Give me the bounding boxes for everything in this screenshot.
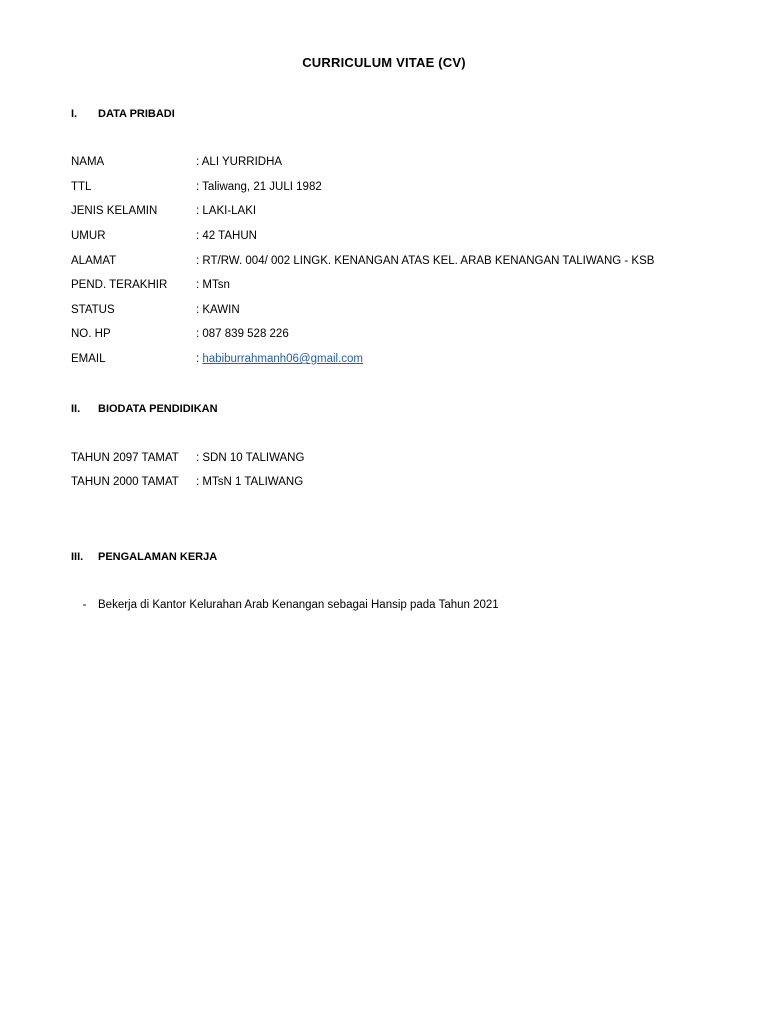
- section-title: PENGALAMAN KERJA: [98, 551, 218, 563]
- education-entry: [71, 476, 303, 488]
- section-education-heading: [71, 403, 218, 415]
- field-jenis-kelamin: [71, 205, 256, 217]
- section-experience-heading: [71, 551, 217, 563]
- bullet-dash: -: [82, 599, 87, 611]
- education-year: TAHUN 2000 TAMAT: [71, 476, 179, 488]
- field-umur: [71, 230, 257, 242]
- field-pendidikan-terakhir: [71, 279, 230, 291]
- field-label: PEND. TERAKHIR: [71, 279, 168, 291]
- field-alamat: [71, 255, 654, 267]
- field-label: TTL: [71, 181, 92, 193]
- field-label: NO. HP: [71, 328, 111, 340]
- field-value: : 087 839 528 226: [196, 328, 289, 340]
- field-value: : RT/RW. 004/ 002 LINGK. KENANGAN ATAS KEL. ARAB KENANGAN TALIWANG - KSB: [196, 255, 655, 267]
- field-value: : KAWIN: [196, 304, 240, 316]
- field-label: NAMA: [71, 156, 105, 168]
- field-value: [196, 353, 363, 365]
- email-link[interactable]: habiburrahmanh06@gmail.com: [202, 353, 364, 365]
- email-prefix: :: [196, 353, 203, 365]
- field-no-hp: [71, 328, 289, 340]
- document-title: CURRICULUM VITAE (CV): [302, 55, 466, 70]
- section-number: III.: [71, 551, 84, 563]
- section-personal-heading: [71, 108, 175, 120]
- field-email: [71, 353, 363, 365]
- section-title: DATA PRIBADI: [98, 108, 175, 120]
- section-number: II.: [71, 403, 81, 415]
- field-value: : MTsn: [196, 279, 230, 291]
- field-label: STATUS: [71, 304, 115, 316]
- section-title: BIODATA PENDIDIKAN: [98, 403, 218, 415]
- education-year: TAHUN 2097 TAMAT: [71, 452, 179, 464]
- field-nama: [71, 156, 282, 168]
- field-value: : ALI YURRIDHA: [196, 156, 283, 168]
- field-label: UMUR: [71, 230, 106, 242]
- section-number: I.: [71, 108, 78, 120]
- experience-text: Bekerja di Kantor Kelurahan Arab Kenangan sebagai Hansip pada Tahun 2021: [98, 599, 499, 611]
- education-school: : MTsN 1 TALIWANG: [196, 476, 304, 488]
- field-label: JENIS KELAMIN: [71, 205, 158, 217]
- field-label: ALAMAT: [71, 255, 117, 267]
- field-value: : Taliwang, 21 JULI 1982: [196, 181, 322, 193]
- field-value: : 42 TAHUN: [196, 230, 257, 242]
- field-value: : LAKI-LAKI: [196, 205, 257, 217]
- field-status: [71, 304, 240, 316]
- education-school: : SDN 10 TALIWANG: [196, 452, 305, 464]
- field-ttl: [71, 181, 322, 193]
- field-label: EMAIL: [71, 353, 106, 365]
- experience-item: [71, 599, 499, 611]
- education-entry: [71, 452, 304, 464]
